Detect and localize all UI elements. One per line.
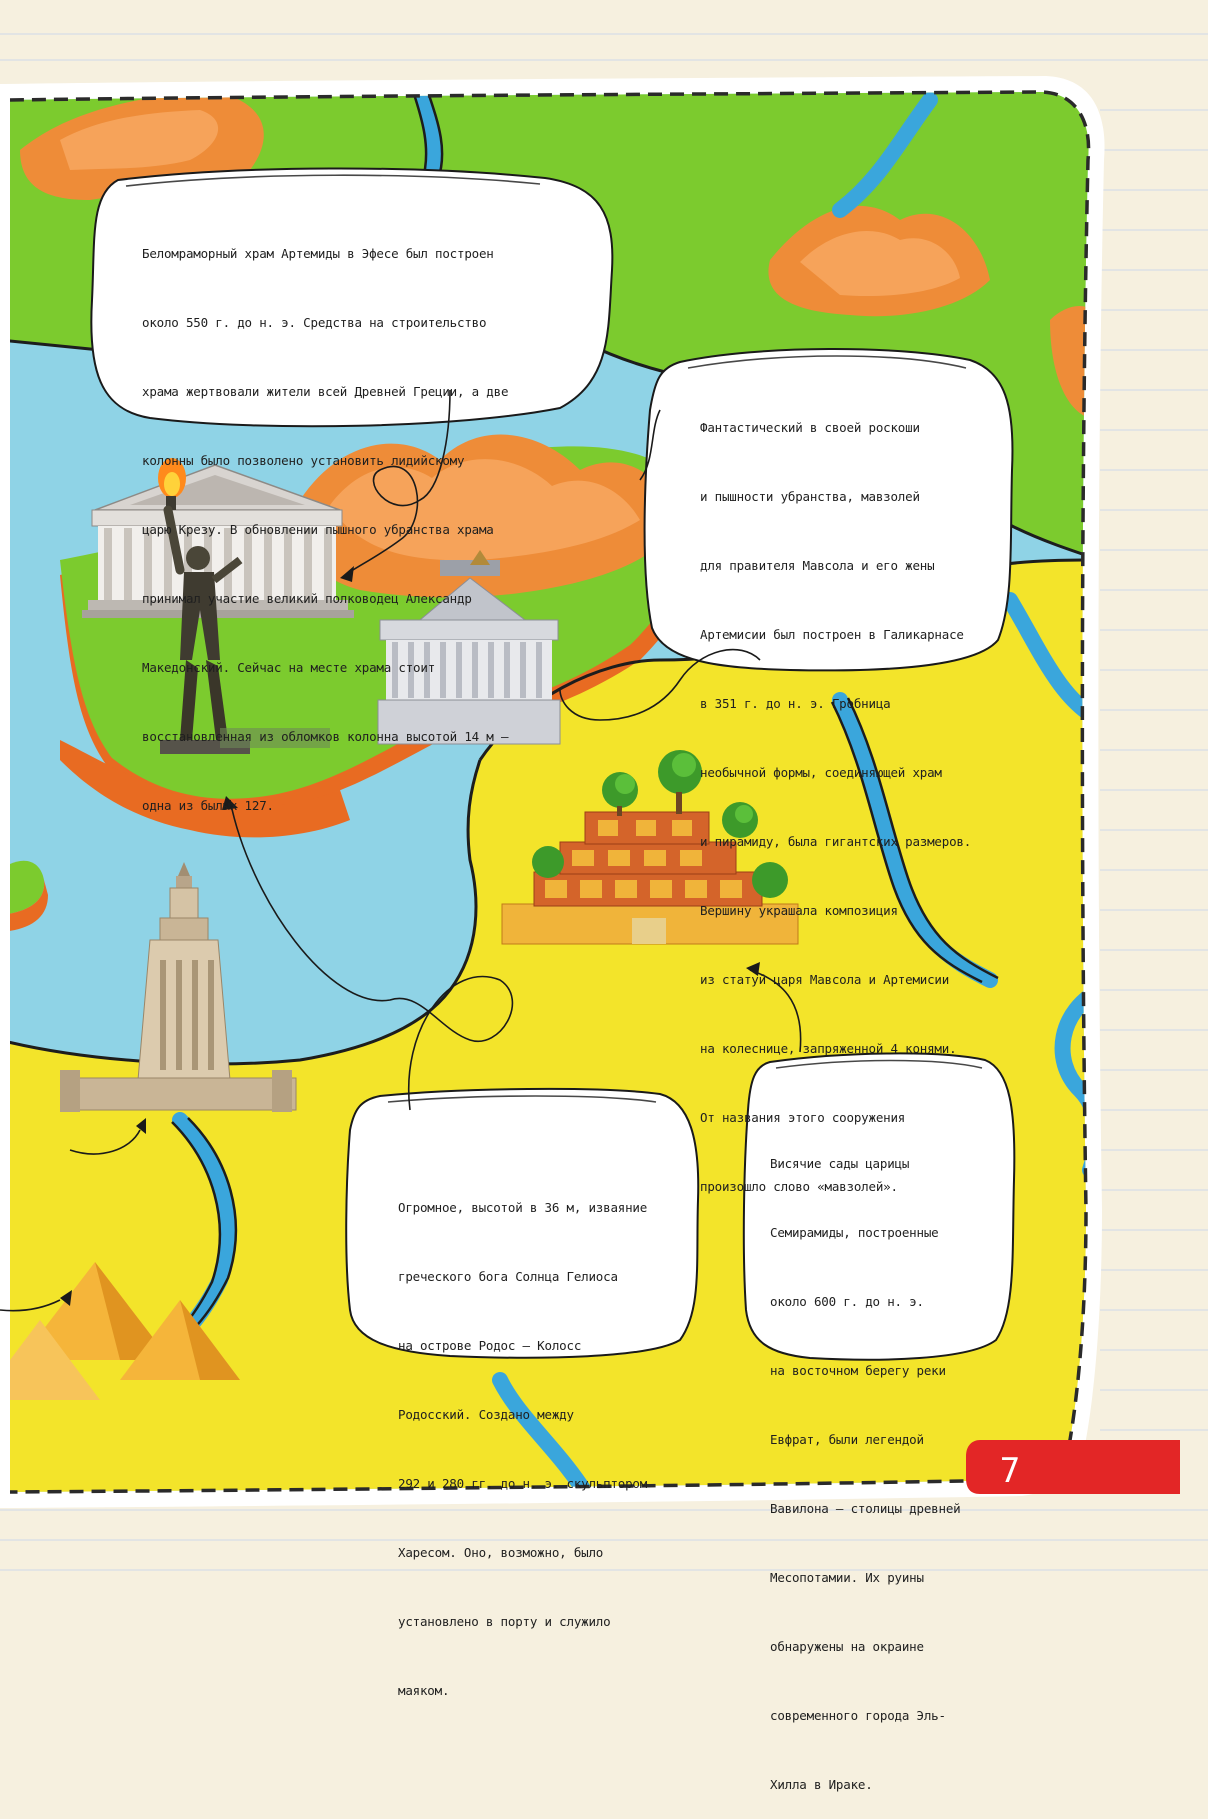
page-number: 7 xyxy=(999,1451,1021,1491)
callout-text-gardens: Висячие сады царицы Семирамиды, построенные около 600 г. до н. э. на восточном берегу реки Евфрат, были легендой Вавилона — столицы древней Месопотамии. Их руины обнаружены на окраине современного города Эль- Хилла в Ираке. xyxy=(770,1156,961,1792)
callout-text-mausoleum: Фантастический в своей роскоши и пышности убранства, мавзолей для правителя Мавсола и его жены Артемисии был построен в Галикарнасе в 351 г. до н. э. Гробница необычной формы, соединяющей храм и пирамиду, была гигантских размеров. Вершину украшала композиция из статуй царя Мавсола и Артемисии на колеснице, запряженной 4 конями. От названия этого сооружения произошло слово «мавзолей». xyxy=(700,420,972,1194)
callout-text-colossus: Огромное, высотой в 36 м, изваяние греческого бога Солнца Гелиоса на острове Родос — Колосс Родосский. Создано между 292 и 280 гг. до н. э. скульптором Харесом. Оно, возможно, было установлено в порту и служило маяком. xyxy=(398,1200,648,1698)
callout-text-artemis: Беломраморный храм Артемиды в Эфесе был построен около 550 г. до н. э. Средства на строительство храма жертвовали жители всей Древней Греции, а две колонны было позволено установить лидийскому царю Крезу. В обновлении пышного убранства храма принимал участие великий полководец Александр Македонский. Сейчас на месте храма стоит восстановленная из обломков колонна высотой 14 м — одна из былых 127. xyxy=(142,246,509,813)
